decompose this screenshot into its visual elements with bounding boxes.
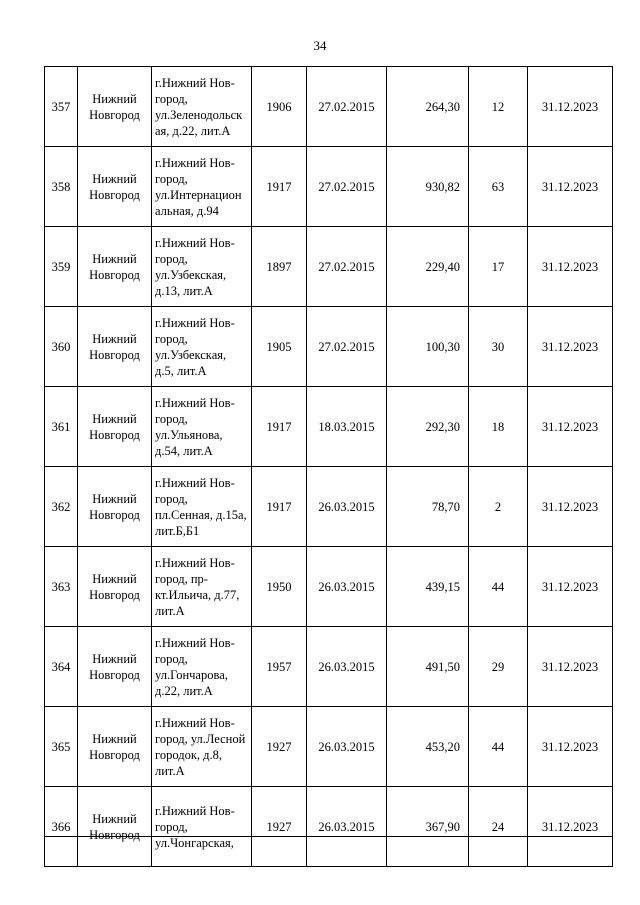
address-line: ул.Зеленодольск	[155, 107, 243, 122]
count-cell: 2	[469, 467, 528, 547]
address-cell	[152, 467, 252, 547]
address-line: г.Нижний Нов-	[155, 635, 235, 650]
deadline-cell: 31.12.2023	[528, 467, 613, 547]
address-line: г.Нижний Нов-	[155, 715, 235, 730]
address-line: город,	[155, 819, 188, 834]
count-cell: 17	[469, 227, 528, 307]
address-line: кт.Ильича, д.77,	[155, 587, 240, 602]
address-line: город,	[155, 171, 188, 186]
address-cell	[152, 307, 252, 387]
deadline-cell: 31.12.2023	[528, 307, 613, 387]
city-line: Новгород	[89, 427, 140, 442]
address-line: альная, д.94	[155, 203, 219, 218]
address-line: лит.Б,Б1	[155, 523, 200, 538]
address-cell	[152, 387, 252, 467]
year-cell: 1927	[252, 787, 307, 867]
area-cell: 292,30	[387, 387, 469, 467]
table-body	[45, 67, 613, 867]
row-number-cell: 359	[45, 227, 78, 307]
address-line: ул.Гончарова,	[155, 667, 228, 682]
deadline-cell: 31.12.2023	[528, 227, 613, 307]
city-line: Нижний	[92, 331, 137, 346]
deadline-cell: 31.12.2023	[528, 547, 613, 627]
year-cell: 1906	[252, 67, 307, 147]
deadline-cell: 31.12.2023	[528, 707, 613, 787]
count-cell: 24	[469, 787, 528, 867]
address-cell	[152, 67, 252, 147]
city-line: Нижний	[92, 171, 137, 186]
address-line: город,	[155, 91, 188, 106]
date-cell: 27.02.2015	[307, 67, 387, 147]
area-cell: 491,50	[387, 627, 469, 707]
address-line: д.22, лит.А	[155, 683, 213, 698]
address-line: г.Нижний Нов-	[155, 803, 235, 818]
table-row	[45, 707, 613, 787]
year-cell: 1950	[252, 547, 307, 627]
city-cell	[78, 147, 152, 227]
city-line: Новгород	[89, 587, 140, 602]
date-cell: 26.03.2015	[307, 627, 387, 707]
year-cell: 1957	[252, 627, 307, 707]
address-line: ул.Ульянова,	[155, 427, 223, 442]
city-line: Новгород	[89, 267, 140, 282]
address-line: город,	[155, 651, 188, 666]
address-cell	[152, 147, 252, 227]
address-line: ул.Узбекская,	[155, 267, 227, 282]
deadline-cell: 31.12.2023	[528, 387, 613, 467]
row-number-cell: 364	[45, 627, 78, 707]
city-line: Нижний	[92, 651, 137, 666]
address-line: д.54, лит.А	[155, 443, 213, 458]
city-cell	[78, 707, 152, 787]
year-cell: 1905	[252, 307, 307, 387]
address-line: городок, д.8,	[155, 747, 222, 762]
row-number-cell: 358	[45, 147, 78, 227]
address-cell	[152, 787, 252, 867]
address-line: лит.А	[155, 763, 185, 778]
table-row	[45, 547, 613, 627]
row-number-cell: 361	[45, 387, 78, 467]
address-line: г.Нижний Нов-	[155, 475, 235, 490]
address-cell	[152, 707, 252, 787]
city-line: Нижний	[92, 411, 137, 426]
date-cell: 26.03.2015	[307, 467, 387, 547]
row-number-cell: 365	[45, 707, 78, 787]
count-cell: 44	[469, 547, 528, 627]
address-line: ул.Интернацион	[155, 187, 242, 202]
city-line: Новгород	[89, 747, 140, 762]
address-line: г.Нижний Нов-	[155, 235, 235, 250]
address-line: г.Нижний Нов-	[155, 555, 235, 570]
address-cell	[152, 627, 252, 707]
city-cell	[78, 387, 152, 467]
city-line: Новгород	[89, 187, 140, 202]
area-cell: 229,40	[387, 227, 469, 307]
address-line: ул.Чонгарская,	[155, 835, 234, 850]
city-line: Нижний	[92, 491, 137, 506]
date-cell: 26.03.2015	[307, 707, 387, 787]
address-line: пл.Сенная, д.15а,	[155, 507, 247, 522]
city-cell	[78, 67, 152, 147]
year-cell: 1917	[252, 147, 307, 227]
address-cell	[152, 547, 252, 627]
count-cell: 18	[469, 387, 528, 467]
city-cell	[78, 307, 152, 387]
date-cell: 27.02.2015	[307, 227, 387, 307]
area-cell: 439,15	[387, 547, 469, 627]
row-number-cell: 362	[45, 467, 78, 547]
area-cell: 78,70	[387, 467, 469, 547]
area-cell: 930,82	[387, 147, 469, 227]
date-cell: 27.02.2015	[307, 147, 387, 227]
city-cell	[78, 467, 152, 547]
housing-table-viewport	[44, 66, 612, 850]
area-cell: 453,20	[387, 707, 469, 787]
table-row	[45, 307, 613, 387]
city-line: Нижний	[92, 811, 137, 826]
year-cell: 1917	[252, 387, 307, 467]
address-line: д.5, лит.А	[155, 363, 207, 378]
city-cell	[78, 547, 152, 627]
table-row	[45, 627, 613, 707]
year-cell: 1917	[252, 467, 307, 547]
count-cell: 12	[469, 67, 528, 147]
city-line: Нижний	[92, 731, 137, 746]
deadline-cell: 31.12.2023	[528, 787, 613, 867]
count-cell: 63	[469, 147, 528, 227]
city-cell	[78, 627, 152, 707]
address-line: г.Нижний Нов-	[155, 155, 235, 170]
address-line: город,	[155, 251, 188, 266]
date-cell: 26.03.2015	[307, 547, 387, 627]
year-cell: 1897	[252, 227, 307, 307]
date-cell: 27.02.2015	[307, 307, 387, 387]
address-line: город, ул.Лесной	[155, 731, 246, 746]
count-cell: 30	[469, 307, 528, 387]
address-line: город, пр-	[155, 571, 208, 586]
date-cell: 18.03.2015	[307, 387, 387, 467]
address-line: г.Нижний Нов-	[155, 315, 235, 330]
city-line: Новгород	[89, 827, 140, 842]
address-line: ая, д.22, лит.А	[155, 123, 231, 138]
deadline-cell: 31.12.2023	[528, 147, 613, 227]
address-line: д.13, лит.А	[155, 283, 213, 298]
deadline-cell: 31.12.2023	[528, 627, 613, 707]
address-line: г.Нижний Нов-	[155, 395, 235, 410]
city-line: Новгород	[89, 107, 140, 122]
table-row	[45, 227, 613, 307]
city-cell	[78, 227, 152, 307]
address-line: город,	[155, 331, 188, 346]
city-line: Новгород	[89, 667, 140, 682]
city-line: Новгород	[89, 347, 140, 362]
date-cell: 26.03.2015	[307, 787, 387, 867]
count-cell: 44	[469, 707, 528, 787]
deadline-cell: 31.12.2023	[528, 67, 613, 147]
housing-table	[44, 66, 613, 867]
table-row	[45, 387, 613, 467]
city-line: Нижний	[92, 251, 137, 266]
table-row	[45, 787, 613, 867]
year-cell: 1927	[252, 707, 307, 787]
address-line: город,	[155, 411, 188, 426]
city-line: Нижний	[92, 91, 137, 106]
address-line: г.Нижний Нов-	[155, 75, 235, 90]
address-line: город,	[155, 491, 188, 506]
city-cell	[78, 787, 152, 867]
count-cell: 29	[469, 627, 528, 707]
address-cell	[152, 227, 252, 307]
area-cell: 367,90	[387, 787, 469, 867]
row-number-cell: 357	[45, 67, 78, 147]
address-line: ул.Узбекская,	[155, 347, 227, 362]
area-cell: 100,30	[387, 307, 469, 387]
row-number-cell: 363	[45, 547, 78, 627]
area-cell: 264,30	[387, 67, 469, 147]
page-number: 34	[313, 38, 327, 53]
city-line: Нижний	[92, 571, 137, 586]
row-number-cell: 366	[45, 787, 78, 867]
row-number-cell: 360	[45, 307, 78, 387]
address-line: лит.А	[155, 603, 185, 618]
table-row	[45, 67, 613, 147]
table-row	[45, 467, 613, 547]
table-row	[45, 147, 613, 227]
city-line: Новгород	[89, 507, 140, 522]
